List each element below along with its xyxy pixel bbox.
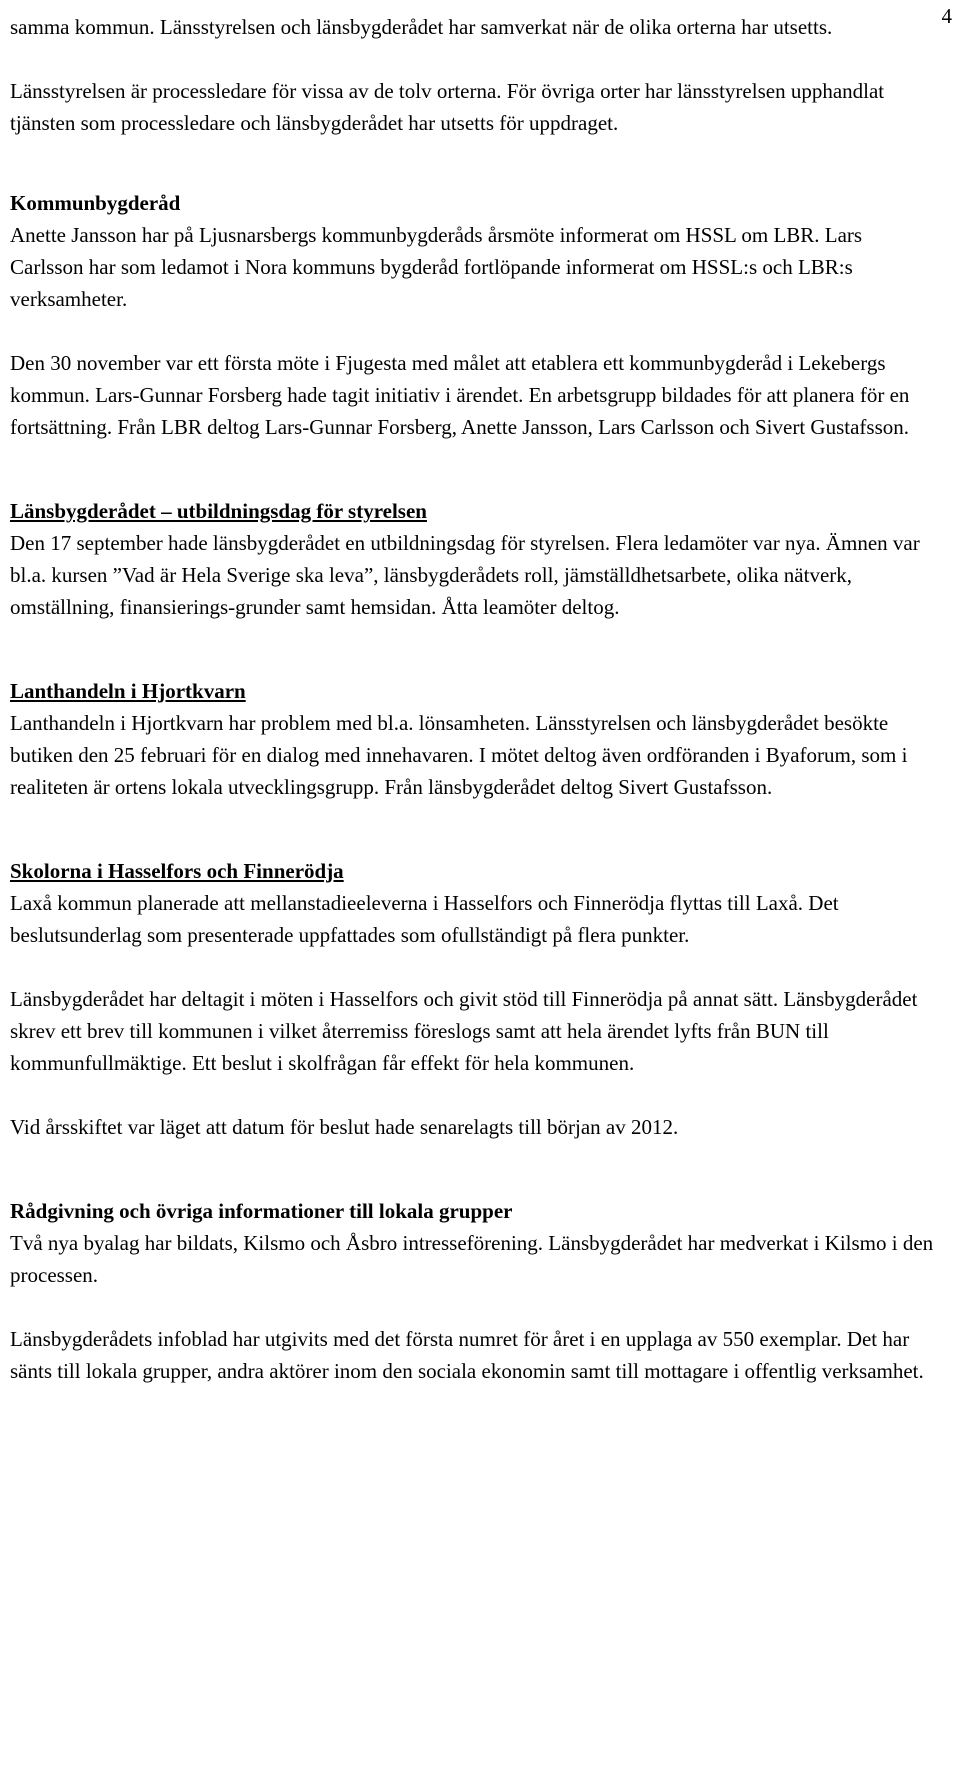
kommunbygderad-paragraph-1: Anette Jansson har på Ljusnarsbergs kommunbygderåds årsmöte informerat om HSSL om LBR. Lars Carlsson har som ledamot i Nora kommuns bygderåd fortlöpande informerat om HSSL:s och LBR:s verksamheter. bbox=[10, 223, 863, 311]
page-number: 4 bbox=[941, 4, 952, 28]
utbildningsdag-paragraph-1: Den 17 september hade länsbygderådet en utbildningsdag för styrelsen. Flera ledamöter var nya. Ämnen var bl.a. kursen ”Vad är Hela Sverige ska leva”, länsbygderådets roll, jämställdhetsarbete, olika nätverk, omställning, finansierings-grunder samt hemsidan. Åtta leamöter deltog. bbox=[10, 531, 920, 619]
intro-paragraph-2: Länsstyrelsen är processledare för vissa av de tolv orterna. För övriga orter har länsstyrelsen upphandlat tjänsten som processledare och länsbygderådet har utsetts för uppdraget. bbox=[10, 79, 885, 135]
intro-paragraph-1: samma kommun. Länsstyrelsen och länsbygderådet har samverkat när de olika orterna har utsetts. bbox=[10, 15, 833, 39]
radgivning-paragraph-2: Länsbygderådets infoblad har utgivits med det första numret för året i en upplaga av 550 exemplar. Det har sänts till lokala grupper, andra aktörer inom den sociala ekonomin samt till mottagare i offentlig verksamhet. bbox=[10, 1327, 924, 1383]
radgivning-paragraph-1: Två nya byalag har bildats, Kilsmo och Åsbro intresseförening. Länsbygderådet har medverkat i Kilsmo i den processen. bbox=[10, 1231, 934, 1287]
lanthandeln-paragraph-1: Lanthandeln i Hjortkvarn har problem med bl.a. lönsamheten. Länsstyrelsen och länsbygderådet besökte butiken den 25 februari för en dialog med innehavaren. I mötet deltog även ordföranden i Byaforum, som i realiteten är ortens lokala utvecklingsgrupp. Från länsbygderådet deltog Sivert Gustafsson. bbox=[10, 711, 908, 799]
heading-lanthandeln: Lanthandeln i Hjortkvarn bbox=[10, 679, 246, 703]
skolorna-paragraph-3: Vid årsskiftet var läget att datum för beslut hade senarelagts till början av 2012. bbox=[10, 1115, 679, 1139]
kommunbygderad-paragraph-2: Den 30 november var ett första möte i Fjugesta med målet att etablera ett kommunbygderåd i Lekebergs kommun. Lars-Gunnar Forsberg hade tagit initiativ i ärendet. En arbetsgrupp bildades för att planera för en fortsättning. Från LBR deltog Lars-Gunnar Forsberg, Anette Jansson, Lars Carlsson och Sivert Gustafsson. bbox=[10, 351, 910, 439]
heading-radgivning: Rådgivning och övriga informationer till lokala grupper bbox=[10, 1199, 513, 1223]
document-body bbox=[10, 11, 945, 1387]
skolorna-paragraph-1: Laxå kommun planerade att mellanstadieeleverna i Hasselfors och Finnerödja flyttas till Laxå. Det beslutsunderlag som presenterade uppfattades som ofullständigt på flera punkter. bbox=[10, 891, 839, 947]
heading-kommunbygderad: Kommunbygderåd bbox=[10, 191, 181, 215]
heading-utbildningsdag: Länsbygderådet – utbildningsdag för styrelsen bbox=[10, 499, 427, 523]
skolorna-paragraph-2: Länsbygderådet har deltagit i möten i Hasselfors och givit stöd till Finnerödja på annat sätt. Länsbygderådet skrev ett brev till kommunen i vilket återremiss föreslogs samt att hela ärendet lyfts från BUN till kommunfullmäktige. Ett beslut i skolfrågan får effekt för hela kommunen. bbox=[10, 987, 918, 1075]
heading-skolorna: Skolorna i Hasselfors och Finnerödja bbox=[10, 859, 344, 883]
